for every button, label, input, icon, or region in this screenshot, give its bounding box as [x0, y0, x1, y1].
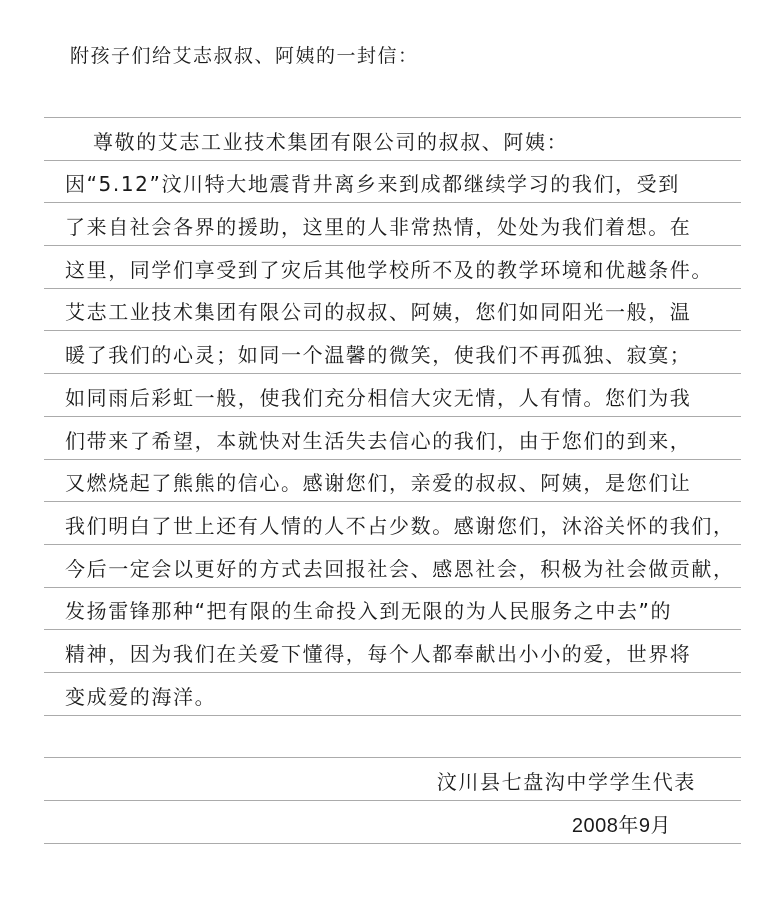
letter-body-line: 因“5.12”汶川特大地震背井离乡来到成都继续学习的我们，受到	[44, 161, 741, 204]
letter-body-line: 了来自社会各界的援助，这里的人非常热情，处处为我们着想。在	[44, 203, 741, 246]
letter-body-line: 艾志工业技术集团有限公司的叔叔、阿姨，您们如同阳光一般，温	[44, 289, 741, 332]
letter-body-line: 精神，因为我们在关爱下懂得，每个人都奉献出小小的爱，世界将	[44, 630, 741, 673]
letter-body-line: 如同雨后彩虹一般，使我们充分相信大灾无情，人有情。您们为我	[44, 374, 741, 417]
letter-body-line: 发扬雷锋那种“把有限的生命投入到无限的为人民服务之中去”的	[44, 588, 741, 631]
letter-body-line: 变成爱的海洋。	[44, 673, 741, 716]
letter-body-line: 我们明白了世上还有人情的人不占少数。感谢您们，沐浴关怀的我们，	[44, 502, 741, 545]
letter-body-line: 又燃烧起了熊熊的信心。感谢您们，亲爱的叔叔、阿姨，是您们让	[44, 460, 741, 503]
letter-body-line: 们带来了希望，本就快对生活失去信心的我们，由于您们的到来，	[44, 417, 741, 460]
letter-blank-line	[44, 716, 741, 759]
letter-date-line: 2008年9月	[44, 801, 741, 844]
letter-intro-heading: 附孩子们给艾志叔叔、阿姨的一封信：	[70, 45, 419, 67]
ruled-letter-area	[44, 117, 741, 844]
letter-body-line: 今后一定会以更好的方式去回报社会、感恩社会，积极为社会做贡献，	[44, 545, 741, 588]
letter-body-line: 暖了我们的心灵；如同一个温馨的微笑，使我们不再孤独、寂寞；	[44, 331, 741, 374]
letter-signature-line: 汶川县七盘沟中学学生代表	[44, 758, 741, 801]
letter-body-line: 这里，同学们享受到了灾后其他学校所不及的教学环境和优越条件。	[44, 246, 741, 289]
letter-salutation-line: 尊敬的艾志工业技术集团有限公司的叔叔、阿姨：	[44, 118, 741, 161]
